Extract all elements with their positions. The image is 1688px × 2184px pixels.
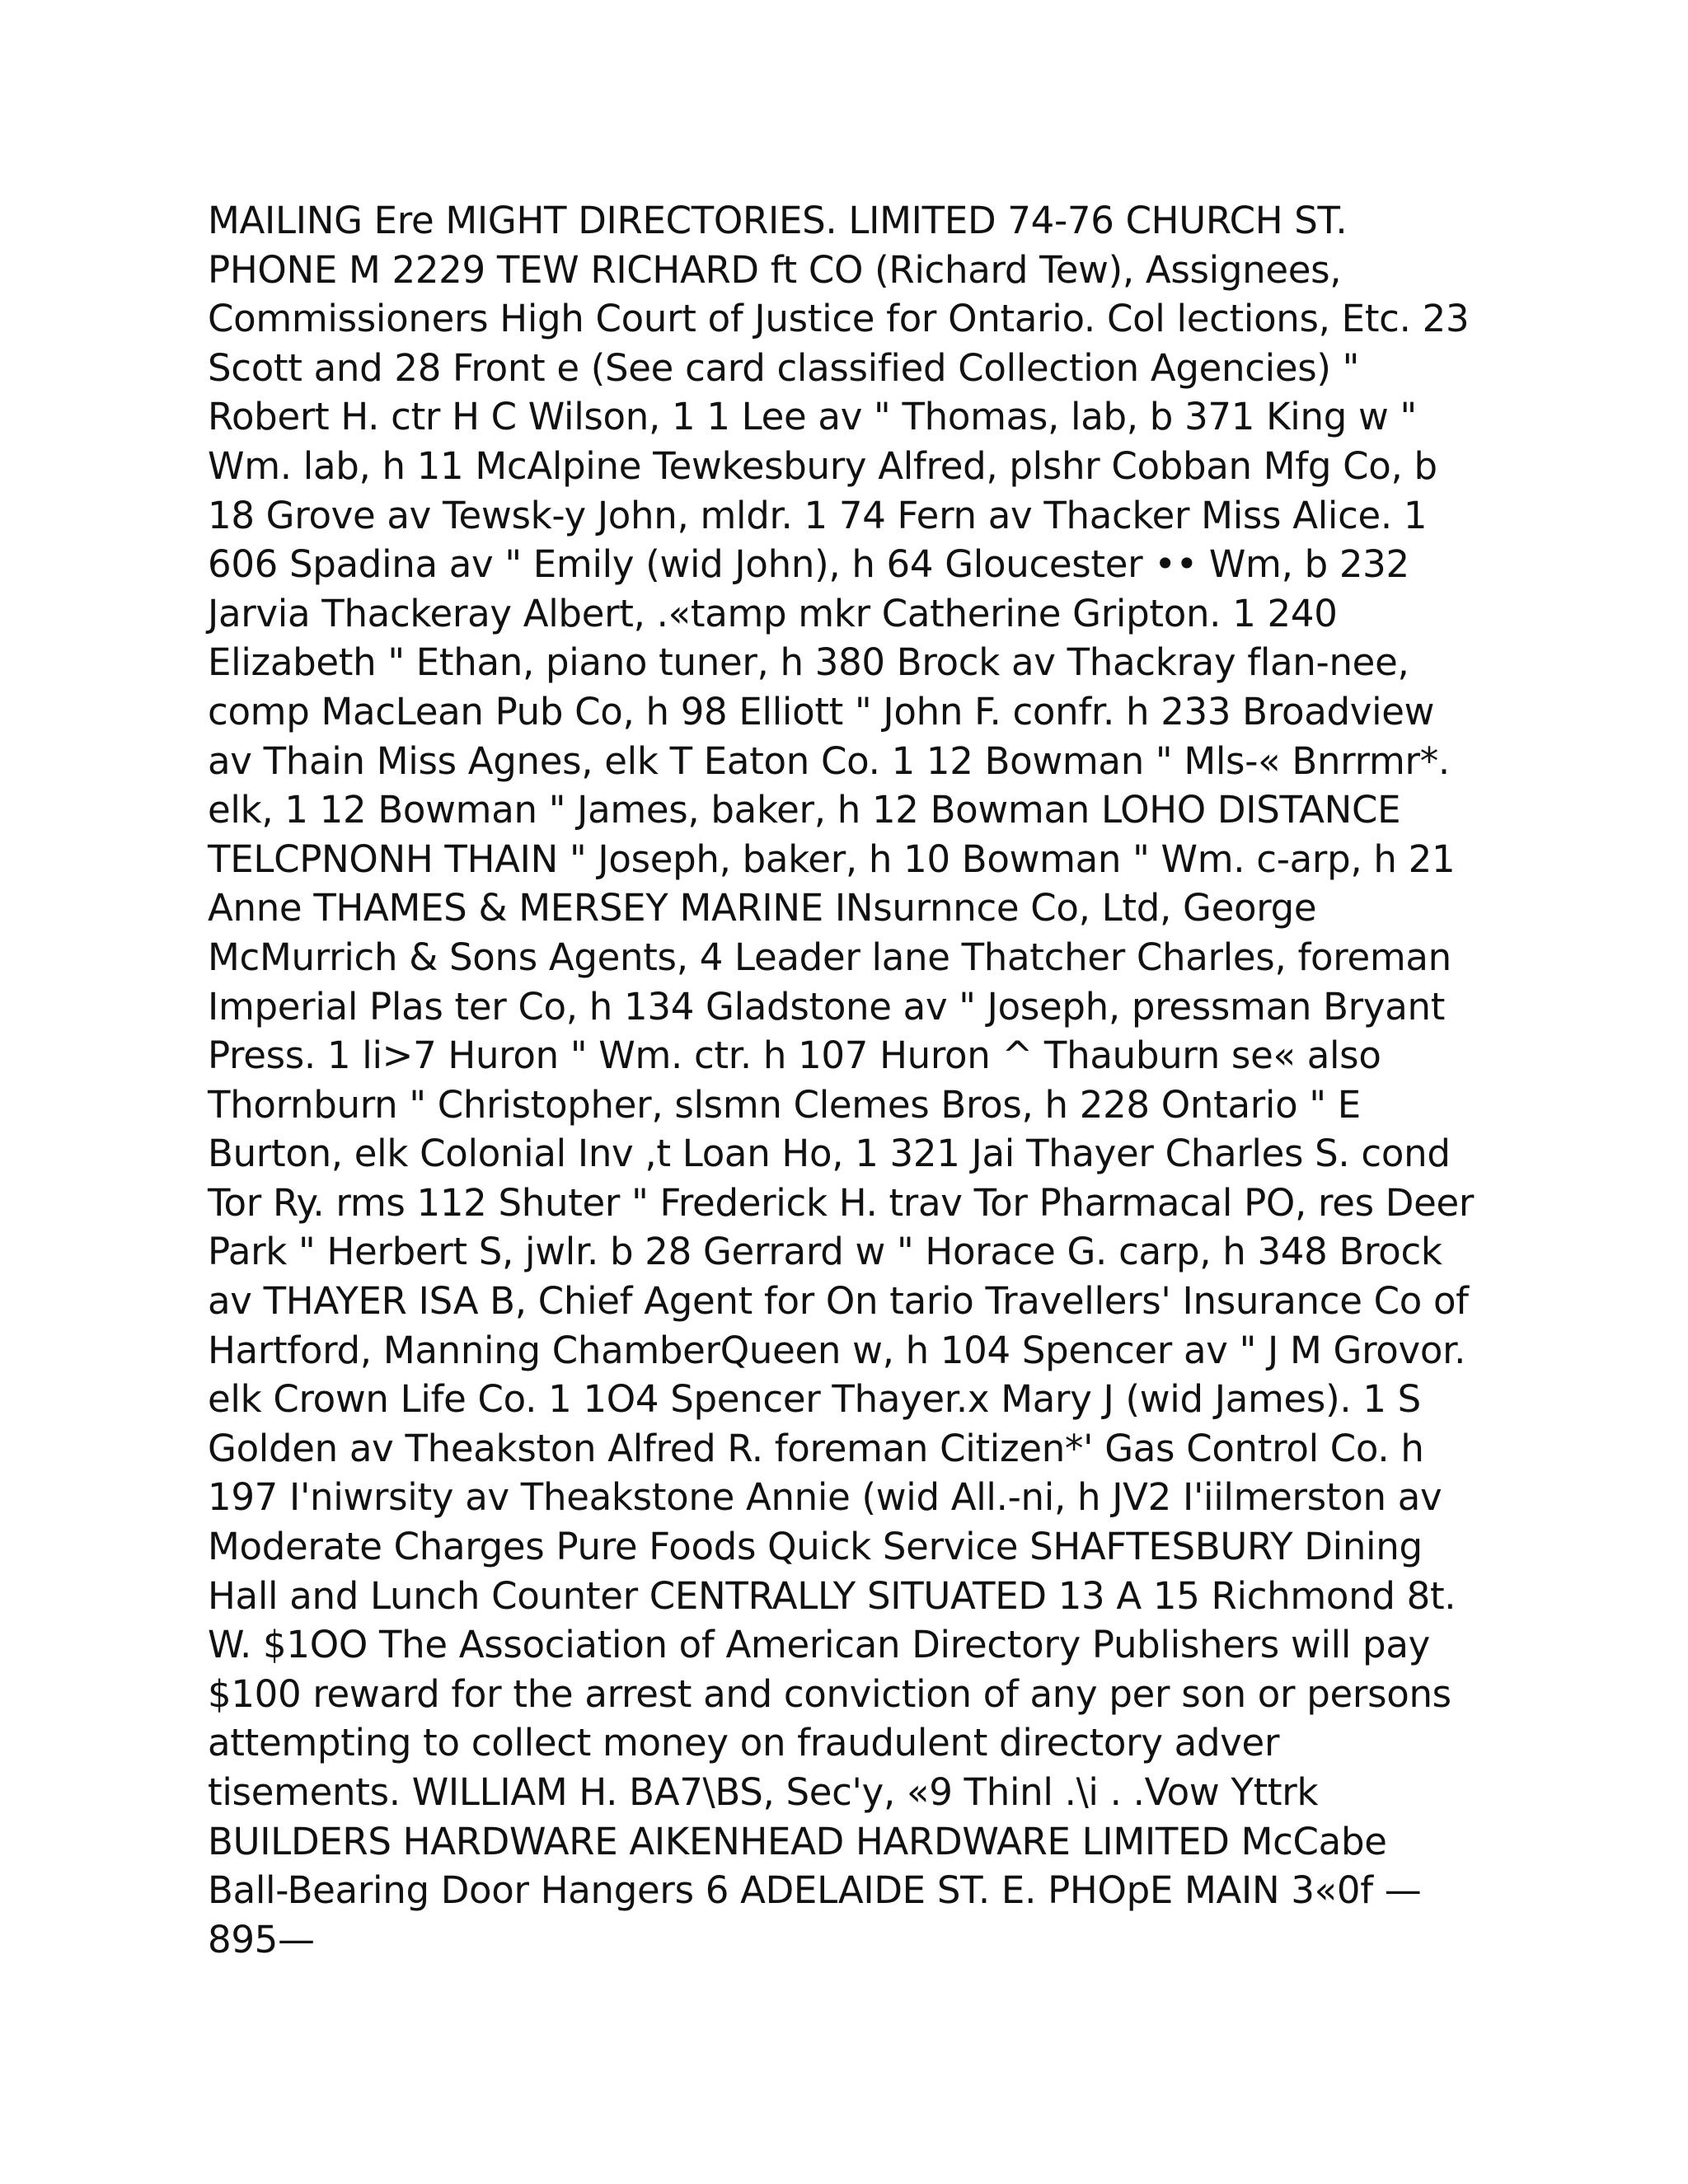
document-text: MAILING Ere MIGHT DIRECTORIES. LIMITED 74-76 CHURCH ST. PHONE M 2229 TEW RICHARD ft CO (Richard Tew), Assignees, Commissioners High Court of Justice for Ontario. Col lections, Etc. 23 Scott and 28 Front e (See card classified Collection Agencies) " Robert H. ctr H C Wilson, 1 1 Lee av " Thomas, lab, b 371 King w " Wm. lab, h 11 McAlpine Tewkesbury Alfred, plshr Cobban Mfg Co, b 18 Grove av Tewsk-y John, mldr. 1 74 Fern av Thacker Miss Alice. 1 606 Spadina av " Emily (wid John), h 64 Gloucester •• Wm, b 232 Jarvia Thackeray Albert, .«tamp mkr Catherine Gripton. 1 240 Elizabeth " Ethan, piano tuner, h 380 Brock av Thackray flan-nee, comp MacLean Pub Co, h 98 Elliott " John F. confr. h 233 Broadview av Thain Miss Agnes, elk T Eaton Co. 1 12 Bowman " Mls-« Bnrrmr*. elk, 1 12 Bowman " James, baker, h 12 Bowman LOHO DISTANCE TELCPNONH THAIN " Joseph, baker, h 10 Bowman " Wm. c-arp, h 21 Anne THAMES & MERSEY MARINE INsurnnce Co, Ltd, George McMurrich & Sons Agents, 4 Leader lane Thatcher Charles, foreman Imperial Plas ter Co, h 134 Gladstone av " Joseph, pressman Bryant Press. 1 li>7 Huron " Wm. ctr. h 107 Huron ^ Thauburn se« also Thornburn " Christopher, slsmn Clemes Bros, h 228 Ontario " E Burton, elk Colonial Inv ,t Loan Ho, 1 321 Jai Thayer Charles S. cond Tor Ry. rms 112 Shuter " Frederick H. trav Tor Pharmacal PO, res Deer Park " Herbert S, jwlr. b 28 Gerrard w " Horace G. carp, h 348 Brock av THAYER ISA B, Chief Agent for On tario Travellers' Insurance Co of Hartford, Manning ChamberQueen w, h 104 Spencer av " J M Grovor. elk Crown Life Co. 1 1O4 Spencer Thayer.x Mary J (wid James). 1 S Golden av Theakston Alfred R. foreman Citizen*' Gas Control Co. h 197 I'niwrsity av Theakstone Annie (wid All.-ni, h JV2 I'iilmerston av Moderate Charges Pure Foods Quick Service SHAFTESBURY Dining Hall and Lunch Counter CENTRALLY SITUATED 13 A 15 Richmond 8t. W. $1OO The Association of American Directory Publishers will pay $100 reward for the arrest and conviction of any per son or persons attempting to collect money on fraudulent directory adver tisements. WILLIAM H. BA7\BS, Sec'y, «9 Thinl .\i . .Vow Yttrk BUILDERS HARDWARE AIKENHEAD HARDWARE LIMITED McCabe Ball-Bearing Door Hangers 6 ADELAIDE ST. E. PHOpE MAIN 3«0f —895— <box>208 199 1475 1961</box>
document-page <box>208 196 1477 1964</box>
